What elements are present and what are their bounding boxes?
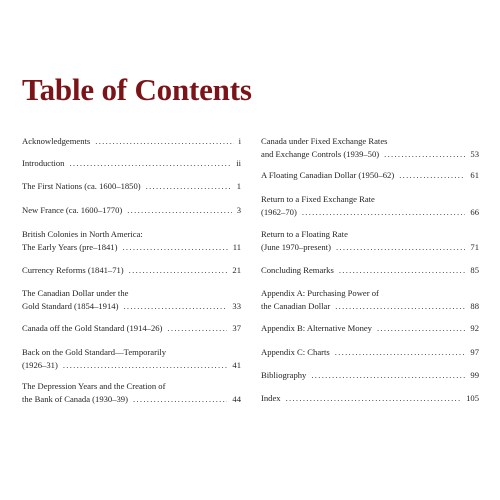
toc-entry-title: Canada off the Gold Standard (1914–26) [22, 323, 163, 333]
toc-entry [261, 169, 479, 182]
toc-entry [22, 322, 241, 335]
toc-entry-title: Index [261, 393, 281, 403]
toc-entry [261, 346, 479, 359]
dot-leader [339, 264, 466, 277]
dot-leader [335, 346, 466, 359]
toc-entry-title: Introduction [22, 158, 65, 168]
toc-entry-title-line: Canada under Fixed Exchange Rates [261, 136, 388, 146]
dot-leader [146, 180, 232, 193]
toc-page-number: 33 [232, 300, 241, 311]
toc-entry-title-line: The Depression Years and the Creation of [22, 381, 166, 391]
toc-page-number: 85 [470, 265, 479, 275]
toc-entry-title-line: Back on the Gold Standard—Temporarily [22, 347, 167, 357]
dot-leader [384, 148, 465, 161]
toc-page-number: 44 [232, 393, 241, 404]
toc-entry [22, 380, 241, 405]
toc-entry-title: (1926–31) [22, 359, 58, 370]
toc-entry-title: Concluding Remarks [261, 265, 334, 275]
toc-entry-title: New France (ca. 1600–1770) [22, 205, 123, 215]
toc-entry-title: The First Nations (ca. 1600–1850) [22, 181, 141, 191]
dot-leader [127, 204, 231, 217]
dot-leader [95, 135, 233, 148]
toc-entry-title: the Bank of Canada (1930–39) [22, 393, 128, 404]
toc-entry-title-line: Return to a Floating Rate [261, 229, 348, 239]
toc-page-number: 66 [470, 206, 479, 217]
toc-entry [22, 180, 241, 193]
toc-page-number: 3 [236, 205, 241, 215]
toc-entry [261, 322, 479, 335]
toc-page-number: 99 [470, 370, 479, 380]
dot-leader [377, 322, 465, 335]
toc-entry-title-line: Return to a Fixed Exchange Rate [261, 194, 375, 204]
toc-page-number: 41 [232, 359, 241, 370]
toc-page-number: 61 [470, 170, 479, 180]
toc-entry [22, 287, 241, 312]
dot-leader [69, 157, 231, 170]
toc-entry-title: and Exchange Controls (1939–50) [261, 148, 380, 159]
toc-entry-title-line: The Canadian Dollar under the [22, 288, 129, 298]
toc-entry [22, 346, 241, 371]
toc-entry [22, 135, 241, 148]
toc-entry [22, 264, 241, 277]
toc-page-number: i [238, 136, 241, 146]
dot-leader [63, 359, 228, 372]
toc-entry [22, 157, 241, 170]
dot-leader [399, 169, 465, 182]
toc-entry [261, 264, 479, 277]
toc-entry-title: Appendix C: Charts [261, 347, 330, 357]
toc-page-number: 53 [470, 148, 479, 159]
toc-entry [261, 392, 479, 405]
toc-page-number: 1 [236, 181, 241, 191]
toc-entry [261, 193, 479, 218]
toc-entry [261, 287, 479, 312]
toc-entry-title: the Canadian Dollar [261, 300, 331, 311]
toc-entry-title-line: British Colonies in North America: [22, 229, 143, 239]
toc-entry [261, 135, 479, 160]
dot-leader [133, 393, 227, 406]
dot-leader [129, 264, 228, 277]
toc-entry-title: A Floating Canadian Dollar (1950–62) [261, 170, 395, 180]
dot-leader [311, 369, 465, 382]
toc-entry [261, 369, 479, 382]
toc-page-number: 37 [232, 323, 241, 333]
toc-entry-title: Bibliography [261, 370, 307, 380]
toc-entry [261, 228, 479, 253]
dot-leader [123, 300, 227, 313]
toc-entry-title-line: Appendix A: Purchasing Power of [261, 288, 379, 298]
toc-page-number: 105 [466, 393, 479, 403]
toc-page-number: 92 [470, 323, 479, 333]
dot-leader [122, 241, 227, 254]
toc-entry-title: Gold Standard (1854–1914) [22, 300, 119, 311]
dot-leader [167, 322, 227, 335]
toc-entry-title: Appendix B: Alternative Money [261, 323, 372, 333]
toc-page-number: 97 [470, 347, 479, 357]
toc-entry-title: Currency Reforms (1841–71) [22, 265, 124, 275]
toc-entry-title: Acknowledgements [22, 136, 91, 146]
toc-entry [22, 228, 241, 253]
dot-leader [336, 241, 465, 254]
dot-leader [302, 206, 466, 219]
toc-entry-title: (1962–70) [261, 206, 297, 217]
toc-entry [22, 204, 241, 217]
toc-page-number: 71 [470, 241, 479, 252]
toc-entry-title: The Early Years (pre–1841) [22, 241, 118, 252]
toc-page-number: 21 [232, 265, 241, 275]
toc-entry-title: (June 1970–present) [261, 241, 331, 252]
dot-leader [286, 392, 462, 405]
page-title: Table of Contents [22, 72, 252, 107]
toc-page-number: 11 [232, 241, 241, 252]
toc-page-number: 88 [470, 300, 479, 311]
dot-leader [335, 300, 465, 313]
toc-page-number: ii [236, 158, 241, 168]
